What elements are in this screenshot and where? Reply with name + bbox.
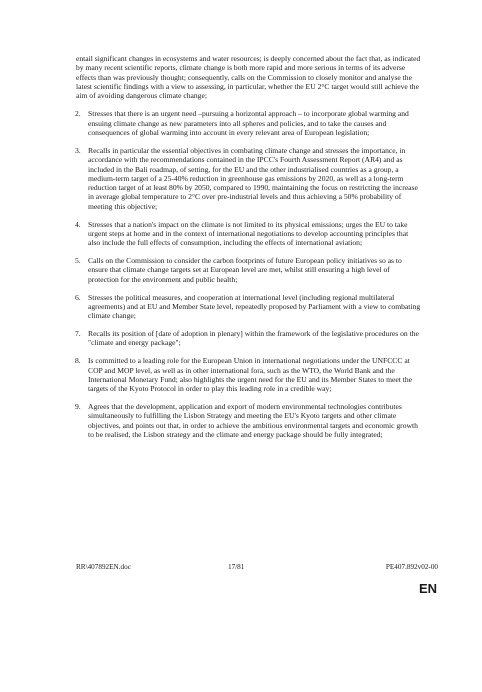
list-item (76, 256, 421, 284)
item-text: Stresses the political measures, and cooperation at international level (including regional multilateral agreements) and at EU and Member State level, repeatedly proposed by Parliament with a view to combating climate change; (88, 292, 421, 321)
list-item (76, 356, 421, 393)
footer-page-number: 17/81 (228, 563, 245, 571)
list-item (76, 293, 421, 321)
list-item (76, 220, 421, 248)
list-item (76, 402, 421, 439)
item-number: 4. (75, 219, 81, 229)
footer-pe-ref: PE407.892v02-00 (385, 563, 438, 571)
item-number: 5. (75, 256, 81, 266)
document-body (76, 54, 421, 448)
item-number: 2. (75, 109, 81, 119)
item-text: Recalls its position of [date of adoption in plenary] within the framework of the legislative procedures on the "climate and energy package"; (88, 329, 419, 348)
intro-paragraph: entail significant changes in ecosystems and water resources; is deeply concerned about the fact that, as indicated by many recent scientific reports, climate change is both more rapid and more serious in terms of its adverse effects than was previously thought; consequently, calls on the Commission to closely monitor and analyse the latest scientific findings with a view to assessing, in particular, whether the EU 2°C target would still achieve the aim of avoiding dangerous climate change; (76, 54, 421, 101)
item-text: Is committed to a leading role for the European Union in international negotiations under the UNFCCC at COP and MOP level, as well as in other international fora, such as the WTO, the World Bank and the International Monetary Fund; also highlights the urgent need for the EU and its Member States to meet the targets of the Kyoto Protocol in order to play this leading role in a credible way; (88, 356, 412, 394)
footer-doc-ref: RR\407892EN.doc (76, 563, 131, 571)
item-number: 9. (75, 402, 81, 412)
list-item (76, 329, 421, 348)
item-number: 6. (75, 292, 81, 302)
item-text: Recalls in particular the essential objectives in combating climate change and stresses the importance, in accordance with the recommendations contained in the IPCC's Fourth Assessment Report (AR4) and as included in the Bali roadmap, of setting, for the EU and the other industrialised countries as a group, a medium-term target of a 25-40% reduction in greenhouse gas emissions by 2020, as well as a long-term reduction target of at least 80% by 2050, compared to 1990, maintaining the focus on restricting the increase in average global temperature to 2°C over pre-industrial levels and thus achieving a 50% probability of meeting this objective; (88, 145, 418, 211)
list-item (76, 146, 421, 211)
item-number: 7. (75, 329, 81, 339)
item-text: Stresses that a nation's impact on the climate is not limited to its physical emissions; urges the EU to take urgent steps at home and in the context of international negotiations to develop accounting principles that also include the full effects of consumption, including the effects of international aviation; (88, 219, 409, 248)
list-item (76, 109, 421, 137)
item-text: Stresses that there is an urgent need –pursuing a horizontal approach – to incorporate global warming and ensuing climate change as new parameters into all spheres and policies, and to take the causes and consequences of global warming into account in every relevant area of European legislation; (88, 109, 409, 138)
item-number: 3. (75, 145, 81, 155)
item-text: Agrees that the development, application and export of modern environmental technologies contributes simultaneously to fulfilling the Lisbon Strategy and meeting the EU's Kyoto targets and other climate objectives, and points out that, in order to achieve the ambitious environmental targets and economic growth to be realised, the Lisbon strategy and the climate and energy package should be fully integrated; (88, 402, 418, 439)
item-text: Calls on the Commission to consider the carbon footprints of future European policy initiatives so as to ensure that climate change targets set at European level are met, whilst still ensuring a high level of protection for the environment and public health; (88, 256, 402, 284)
item-number: 8. (75, 356, 81, 366)
language-badge: EN (419, 581, 438, 596)
